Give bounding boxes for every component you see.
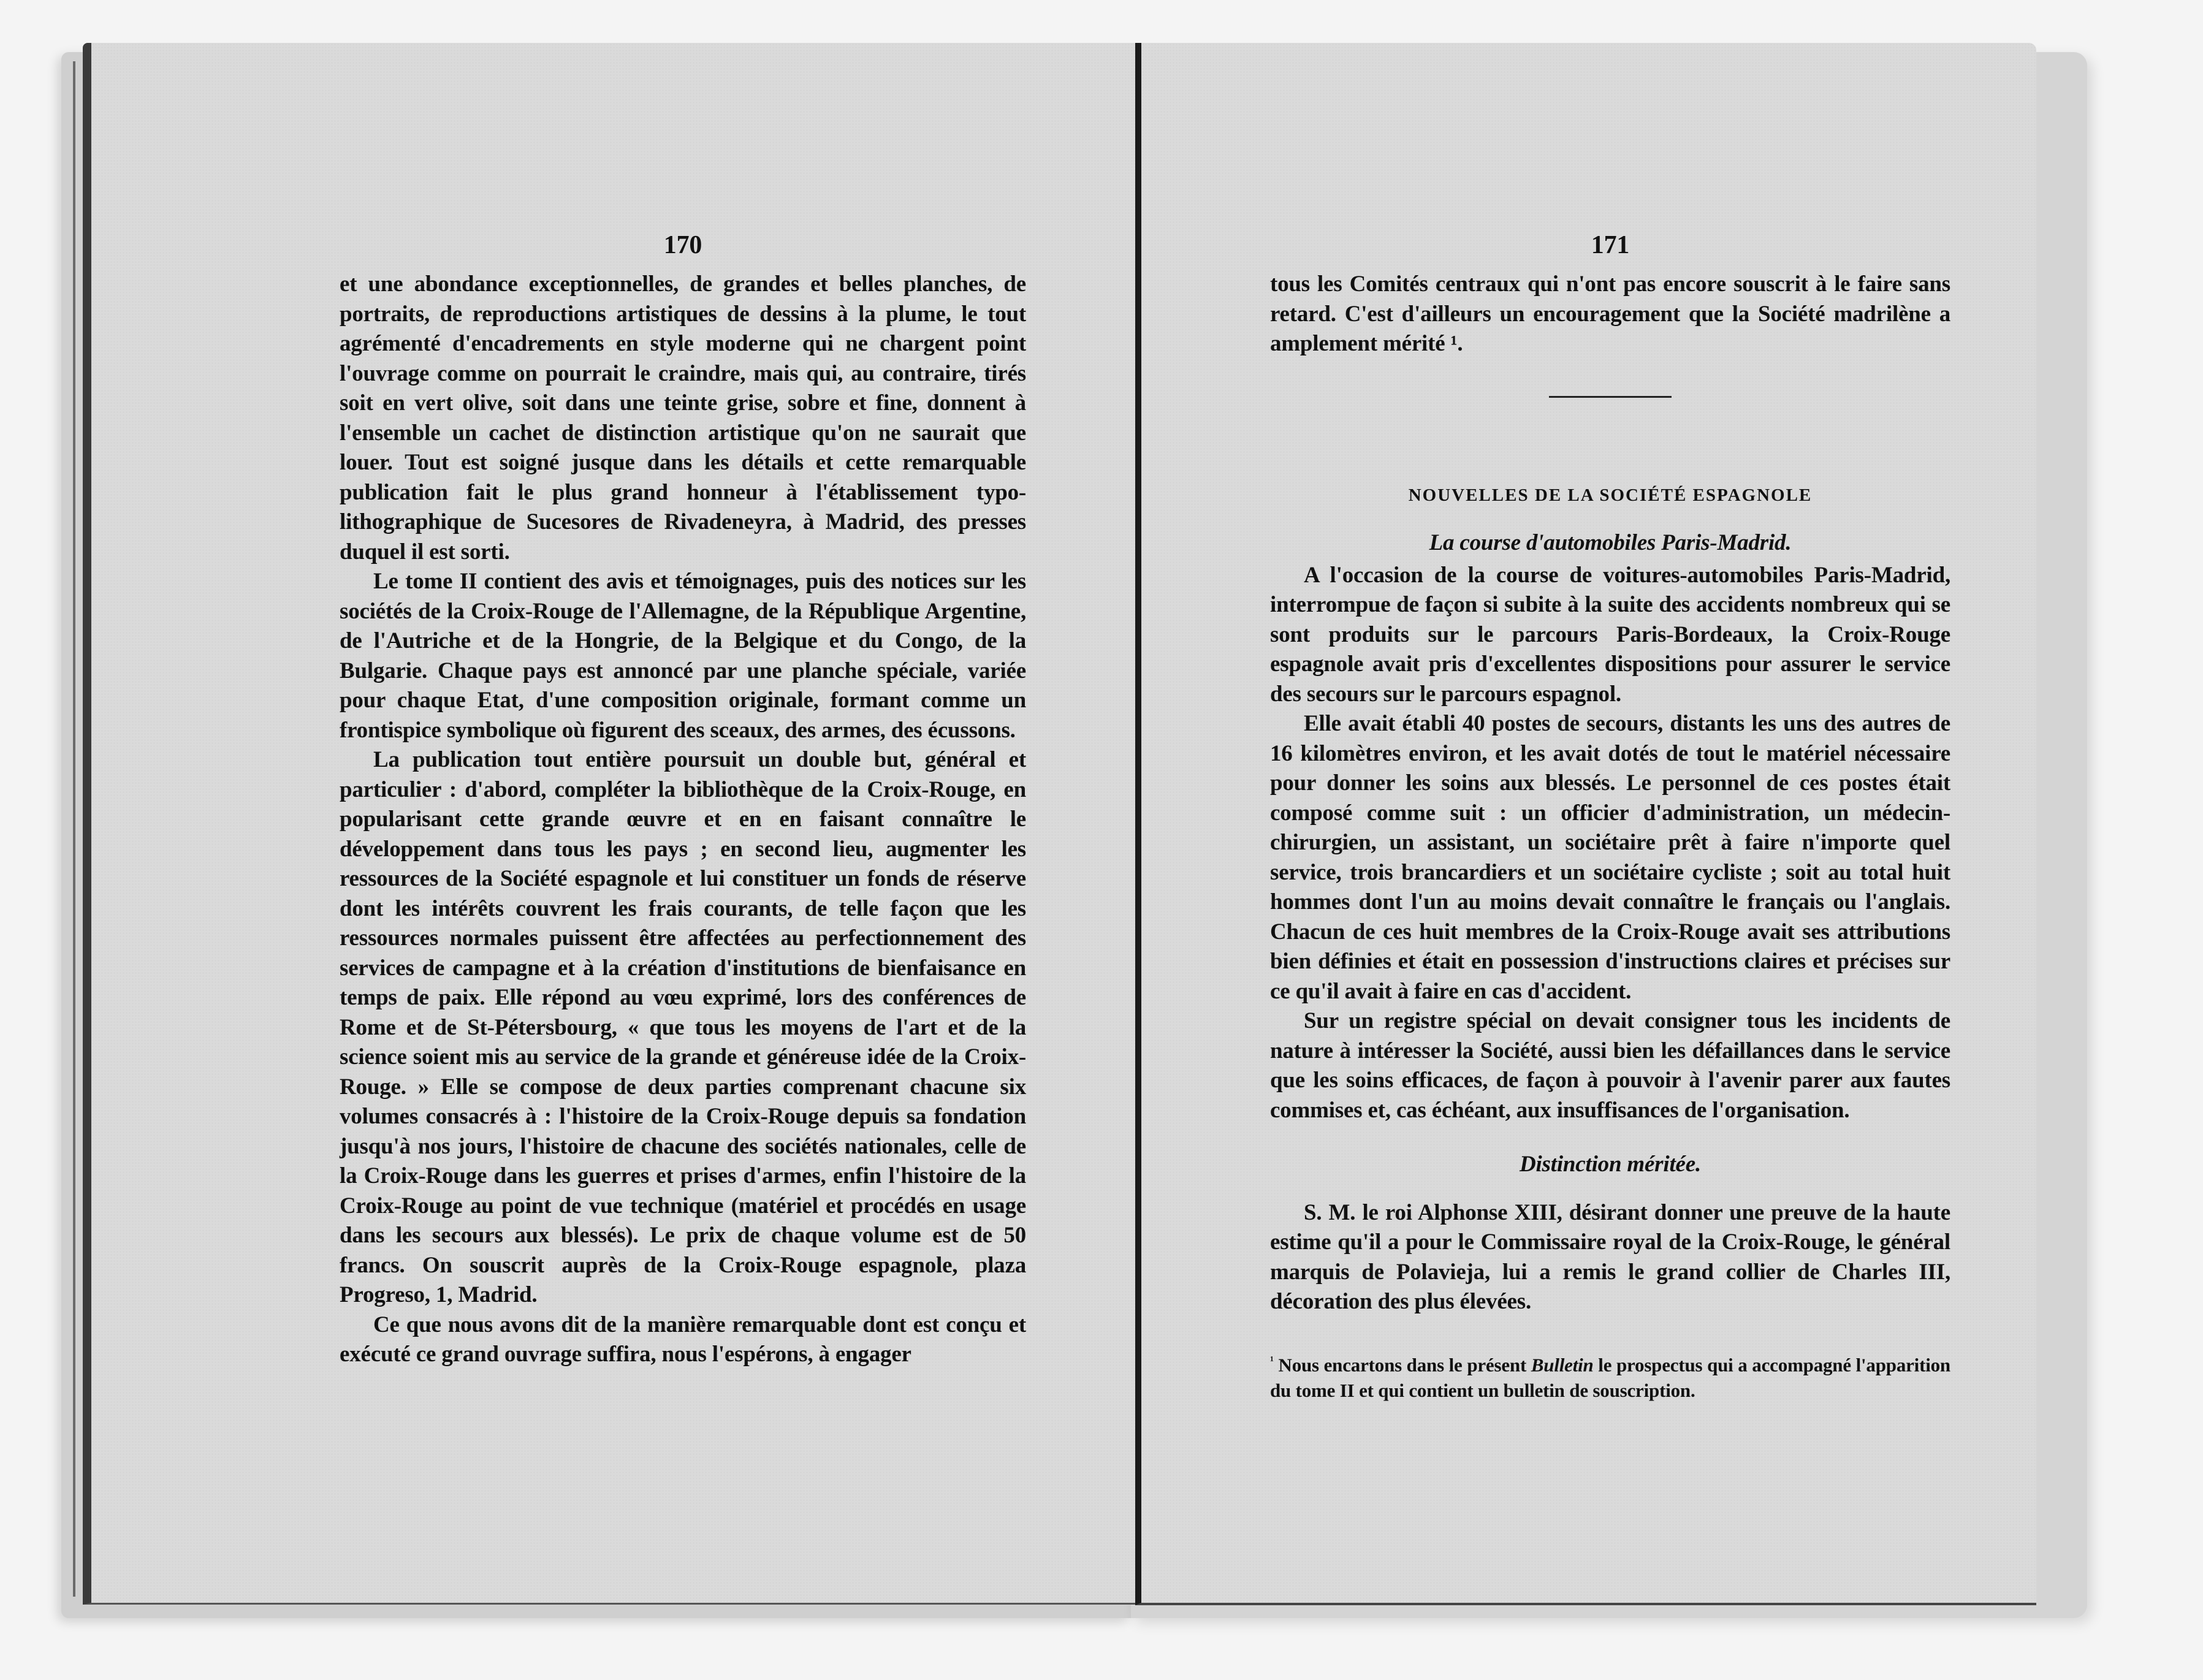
- page-edge-line: [73, 61, 75, 1597]
- left-page-text-column: [340, 227, 1026, 1370]
- footnote: [1270, 1348, 1950, 1404]
- paragraph: A l'occasion de la course de voitures-automobiles Paris-Madrid, interrompue de façon si subite à la suite des accidents nombreux qui se sont produits sur le parcours Paris-Bordeaux, la Croix-Rouge espagnole avait pris d'excellentes dispositions pour assurer le service des secours sur le parcours espagnol.: [1270, 562, 1950, 707]
- left-page: [83, 43, 1136, 1605]
- footnote-text: Nous encartons dans le présent: [1278, 1353, 1527, 1375]
- subsection-heading: Distinction méritée.: [1519, 1152, 1702, 1177]
- paragraph: et une abondance exceptionnelles, de grandes et belles planches, de portraits, de reproductions artistiques de dessins à la plume, le tout agrémenté d'encadrements en style moderne qui ne chargent point l'ouvrage comme on pourrait le craindre, mais qui, au contraire, tirés soit en vert olive, soit dans une teinte grise, sobre et fine, donnent à l'ensemble un cachet de distinction artistique qu'on ne saurait que louer. Tout est soigné jusque dans les détails et cette remarquable publication fait le plus grand honneur à l'établissement typo-lithographique de Sucesores de Rivadeneyra, à Madrid, des presses duquel il est sorti.: [340, 272, 1026, 564]
- right-page: [1135, 43, 2036, 1605]
- paragraph: tous les Comités centraux qui n'ont pas encore souscrit à le faire sans retard. C'est d'ailleurs un encouragement que la Société madrilène a amplement mérité ¹.: [1270, 272, 1950, 356]
- paragraph: Le tome II contient des avis et témoignages, puis des notices sur les sociétés de la Croix-Rouge de l'Allemagne, de la République Argentine, de l'Autriche et de la Hongrie, de la Belgique et du Congo, de la Bulgarie. Chaque pays est annoncé par une planche spéciale, variée pour chaque Etat, d'une composition originale, formant comme un frontispice symbolique où figurent des sceaux, des armes, des écussons.: [340, 569, 1026, 743]
- section-title: NOUVELLES DE LA SOCIÉTÉ ESPAGNOLE: [1408, 485, 1813, 505]
- paragraph: Sur un registre spécial on devait consigner tous les incidents de nature à intéresser la Société, aussi bien les défaillances dans le service que les soins efficaces, de façon à pouvoir à l'avenir parer aux fautes commises et, cas échéant, aux insuffisances de l'organisation.: [1270, 1008, 1950, 1123]
- section-divider-rule: [1549, 396, 1672, 398]
- footnote-italic: Bulletin: [1531, 1353, 1594, 1375]
- footnote-text: le prospectus qui a accompagné l'apparition du tome II et qui contient un bulletin de souscription.: [1270, 1353, 1950, 1401]
- right-page-text-column: [1270, 227, 1950, 1404]
- paragraph: La publication tout entière poursuit un double but, général et particulier : d'abord, compléter la bibliothèque de la Croix-Rouge, en popularisant cette grande œuvre et en en faisant connaître le développement dans tous les pays ; en second lieu, augmenter les ressources de la Société espagnole et lui constituer un fonds de réserve dont les intérêts couvrent les frais courants, de telle façon que les ressources normales puissent être affectées au perfectionnement des services de campagne et à la création d'institutions de bienfaisance en temps de paix. Elle répond au vœu exprimé, lors des conférences de Rome et de St-Pétersbourg, « que tous les moyens de l'art et de la science soient mis au service de la grande et généreuse idée de la Croix-Rouge. » Elle se compose de deux parties comprenant chacune six volumes consacrés à : l'histoire de la Croix-Rouge depuis sa fondation jusqu'à nos jours, l'histoire de chacune des sociétés nationales, celle de la Croix-Rouge dans les guerres et prises d'armes, enfin l'histoire de la Croix-Rouge au point de vue technique (matériel et procédés en usage dans les secours aux blessés). Le prix de chaque volume est de 50 francs. On souscrit auprès de la Croix-Rouge espagnole, plaza Progreso, 1, Madrid.: [340, 747, 1026, 1307]
- footnote-marker: ¹: [1270, 1353, 1274, 1367]
- book-spread: [58, 43, 2099, 1624]
- paragraph: Elle avait établi 40 postes de secours, distants les uns des autres de 16 kilomètres environ, et les avait dotés de tout le matériel nécessaire pour donner les soins aux blessés. Le personnel de ces postes était composé comme suit : un officier d'administration, un médecin-chirurgien, un assistant, un sociétaire prêt à faire n'importe quel service, trois brancardiers et un sociétaire cycliste ; soit au total huit hommes dont l'un au moins devait connaître le français ou l'anglais. Chacun de ces huit membres de la Croix-Rouge avait ses attributions bien définies et était en possession d'instructions claires et précises sur ce qu'il avait à faire en cas d'accident.: [1270, 711, 1950, 1004]
- page-number: 171: [1591, 231, 1630, 259]
- paragraph: S. M. le roi Alphonse XIII, désirant donner une preuve de la haute estime qu'il a pour le Commissaire royal de la Croix-Rouge, le général marquis de Polavieja, lui a remis le grand collier de Charles III, décoration des plus élevées.: [1270, 1199, 1950, 1314]
- subsection-heading: La course d'automobiles Paris-Madrid.: [1429, 530, 1792, 555]
- paragraph: Ce que nous avons dit de la manière remarquable dont est conçu et exécuté ce grand ouvrage suffira, nous l'espérons, à engager: [340, 1312, 1026, 1367]
- page-number: 170: [663, 231, 702, 259]
